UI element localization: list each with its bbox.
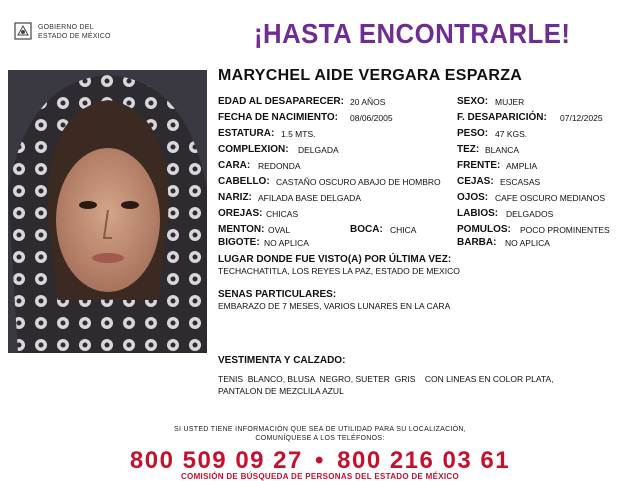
cejas-value: ESCASAS bbox=[500, 177, 541, 187]
footer-info-line1: SI USTED TIENE INFORMACIÓN QUE SEA DE UTILIDAD PARA SU LOCALIZACIÓN, bbox=[173, 426, 467, 433]
portrait-icon bbox=[8, 70, 207, 353]
edad-label: EDAD AL DESAPARECER: bbox=[218, 96, 344, 107]
complexion-label: COMPLEXION: bbox=[218, 144, 289, 155]
senas-label: SENAS PARTICULARES: bbox=[218, 289, 337, 300]
logo-text-line2: ESTADO DE MÉXICO bbox=[38, 33, 111, 40]
cara-value: REDONDA bbox=[258, 161, 301, 171]
sexo-label: SEXO: bbox=[457, 96, 489, 107]
peso-label: PESO: bbox=[457, 128, 489, 139]
cejas-label: CEJAS: bbox=[457, 176, 494, 187]
lugar-label: LUGAR DONDE FUE VISTO(A) POR ÚLTIMA VEZ: bbox=[218, 254, 452, 265]
tez-label: TEZ: bbox=[457, 144, 480, 155]
vestimenta-line2: PANTALON DE MEZCLILA AZUL bbox=[218, 386, 344, 396]
labios-value: DELGADOS bbox=[506, 209, 554, 219]
fecha-nac-label: FECHA DE NACIMIENTO: bbox=[218, 112, 338, 123]
ojos-value: CAFE OSCURO MEDIANOS bbox=[495, 193, 606, 203]
person-photo bbox=[8, 70, 207, 353]
menton-value: OVAL bbox=[268, 225, 291, 235]
estatura-label: ESTATURA: bbox=[218, 128, 275, 139]
pomulos-label: POMULOS: bbox=[457, 224, 511, 235]
fecha-nac-value: 08/06/2005 bbox=[350, 113, 393, 123]
pomulos-value: POCO PROMINENTES bbox=[520, 225, 610, 235]
tez-value: BLANCA bbox=[485, 145, 520, 155]
orejas-label: OREJAS: bbox=[218, 208, 263, 219]
cara-label: CARA: bbox=[218, 160, 251, 171]
edad-value: 20 AÑOS bbox=[350, 97, 386, 107]
boca-label: BOCA: bbox=[350, 224, 383, 235]
bigote-value: NO APLICA bbox=[264, 238, 309, 248]
f-desap-label: F. DESAPARICIÓN: bbox=[457, 112, 547, 123]
field-edad bbox=[218, 96, 344, 107]
complexion-value: DELGADA bbox=[298, 145, 339, 155]
f-desap-value: 07/12/2025 bbox=[560, 113, 603, 123]
frente-label: FRENTE: bbox=[457, 160, 501, 171]
headline: ¡HASTA ENCONTRARLE! bbox=[254, 18, 571, 49]
logo-text-line1: GOBIERNO DEL bbox=[38, 24, 94, 31]
labios-label: LABIOS: bbox=[457, 208, 499, 219]
nariz-label: NARIZ: bbox=[218, 192, 252, 203]
frente-value: AMPLIA bbox=[506, 161, 538, 171]
senas-value: EMBARAZO DE 7 MESES, VARIOS LUNARES EN LA CARA bbox=[218, 301, 451, 311]
cabello-value: CASTAÑO OSCURO ABAJO DE HOMBRO bbox=[276, 177, 441, 187]
barba-label: BARBA: bbox=[457, 237, 497, 248]
estatura-value: 1.5 MTS. bbox=[281, 129, 316, 139]
person-name: MARYCHEL AIDE VERGARA ESPARZA bbox=[218, 67, 523, 84]
sexo-value: MUJER bbox=[495, 97, 525, 107]
phone-1[interactable]: 800 509 09 27 bbox=[129, 447, 303, 474]
phone-separator: • bbox=[315, 447, 325, 474]
boca-value: CHICA bbox=[390, 225, 417, 235]
vestimenta-line1: TENIS BLANCO, BLUSA NEGRO, SUETER GRIS CON LINEAS EN COLOR PLATA, bbox=[218, 374, 554, 384]
ojos-label: OJOS: bbox=[457, 192, 489, 203]
bigote-label: BIGOTE: bbox=[218, 237, 260, 248]
coat-of-arms-icon bbox=[12, 20, 34, 42]
lugar-value: TECHACHATITLA, LOS REYES LA PAZ, ESTADO DE MEXICO bbox=[218, 266, 460, 276]
vestimenta-label: VESTIMENTA Y CALZADO: bbox=[218, 355, 346, 366]
footer-info-line2: COMUNÍQUESE A LOS TELÉFONOS: bbox=[255, 435, 385, 442]
peso-value: 47 KGS. bbox=[495, 129, 528, 139]
phone-numbers bbox=[0, 447, 640, 475]
field-fecha-nac bbox=[218, 112, 338, 123]
menton-label: MENTON: bbox=[218, 224, 265, 235]
cabello-label: CABELLO: bbox=[218, 176, 270, 187]
commission-name: COMISIÓN DE BÚSQUEDA DE PERSONAS DEL ESTADO DE MÉXICO bbox=[180, 472, 459, 481]
barba-value: NO APLICA bbox=[505, 238, 550, 248]
nariz-value: AFILADA BASE DELGADA bbox=[258, 193, 361, 203]
phone-2[interactable]: 800 216 03 61 bbox=[337, 447, 511, 474]
orejas-value: CHICAS bbox=[266, 209, 299, 219]
government-logo bbox=[12, 20, 122, 46]
